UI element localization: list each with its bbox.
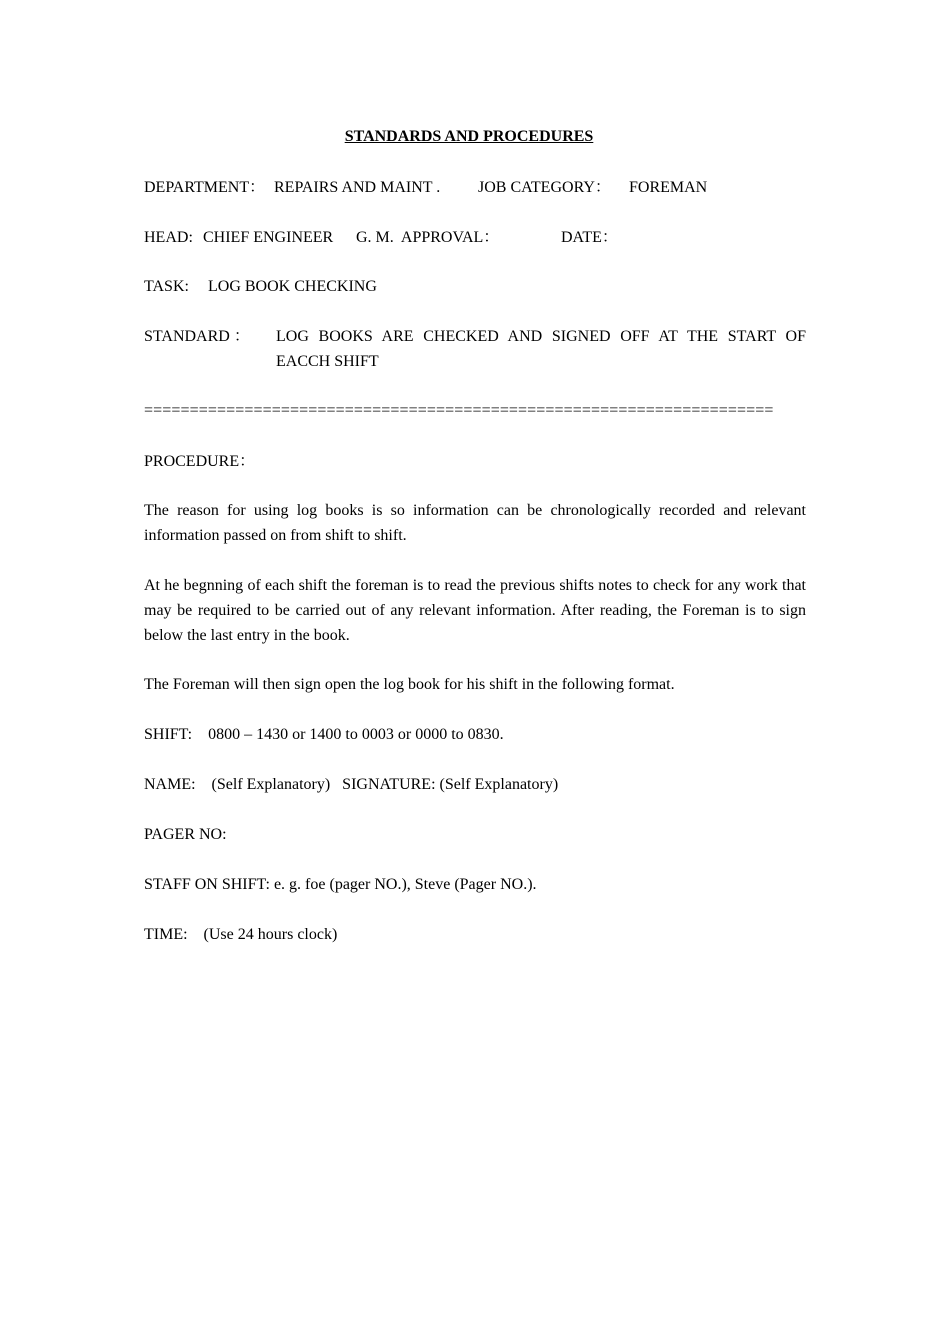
staff-line: STAFF ON SHIFT: e. g. foe (pager NO.), Steve (Pager NO.).	[144, 876, 537, 893]
task-value: LOG BOOK CHECKING	[208, 278, 377, 295]
procedure-paragraph-1: The reason for using log books is so information can be chronologically recorded and relevant information passed on from shift to shift.	[144, 502, 806, 544]
pager-line: PAGER NO:	[144, 826, 227, 843]
document-title: STANDARDS AND PROCEDURES	[344, 128, 594, 145]
time-line: TIME: (Use 24 hours clock)	[144, 926, 338, 943]
approval-label: G. M. APPROVAL：	[356, 229, 500, 246]
department-value: REPAIRS AND MAINT .	[274, 179, 441, 196]
head-label: HEAD:	[144, 229, 193, 246]
standard-label: STANDARD ：	[144, 328, 250, 345]
divider-line: =====================================================================	[144, 402, 774, 419]
name-signature-line: NAME: (Self Explanatory) SIGNATURE: (Self Explanatory)	[144, 776, 559, 793]
procedure-paragraph-2: At he begnning of each shift the foreman is to read the previous shifts notes to check for any work that may be required to be carried out of any relevant information. After reading, the Foreman is to sign below the last entry in the book.	[144, 577, 806, 644]
procedure-paragraph-3: The Foreman will then sign open the log book for his shift in the following format.	[144, 676, 675, 693]
procedure-heading: PROCEDURE：	[144, 453, 256, 470]
shift-line: SHIFT: 0800 – 1430 or 1400 to 0003 or 0000 to 0830.	[144, 726, 504, 743]
task-label: TASK:	[144, 278, 189, 295]
job-category-value: FOREMAN	[629, 179, 708, 196]
department-label: DEPARTMENT：	[144, 179, 266, 196]
job-category-label: JOB CATEGORY：	[478, 179, 611, 196]
standard-value: LOG BOOKS ARE CHECKED AND SIGNED OFF AT THE START OF EACCH SHIFT	[276, 328, 806, 370]
head-value: CHIEF ENGINEER	[203, 229, 334, 246]
date-label: DATE：	[561, 229, 618, 246]
